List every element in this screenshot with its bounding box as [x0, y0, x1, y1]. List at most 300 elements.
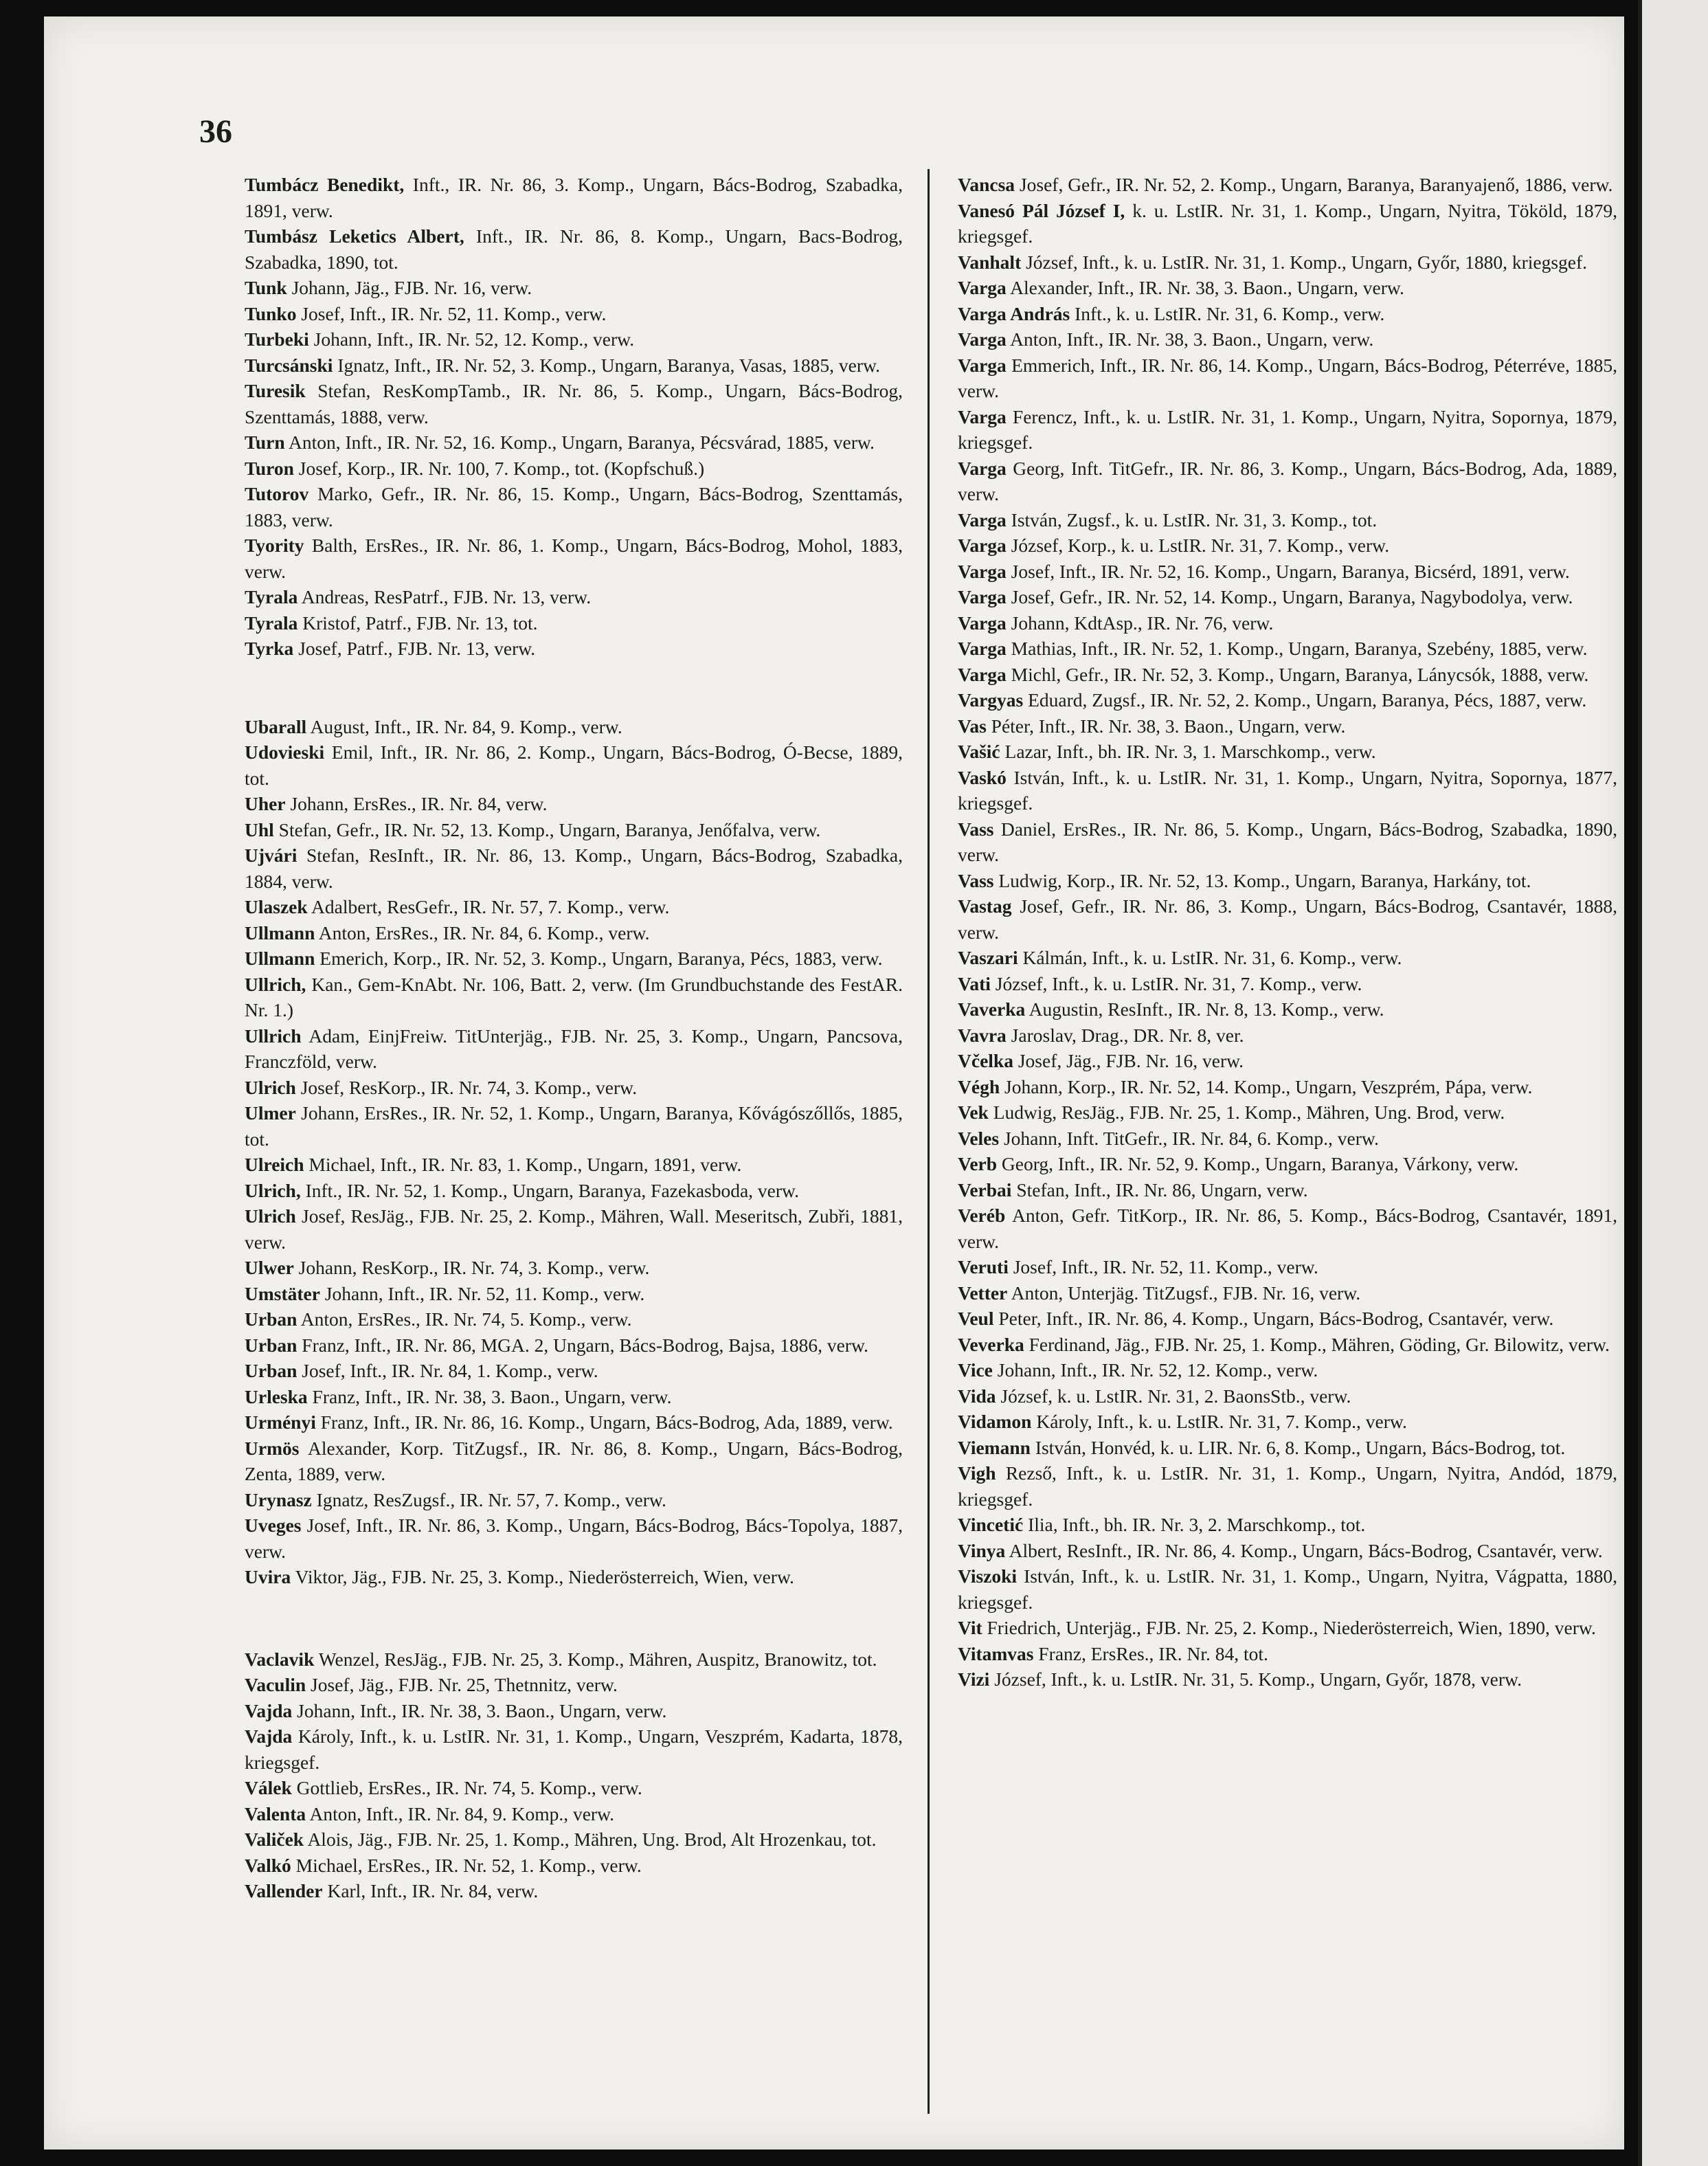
list-item — [245, 275, 903, 301]
entry-details: István, Honvéd, k. u. LIR. Nr. 6, 8. Komp., Ungarn, Bács-Bodrog, tot. — [1035, 1436, 1566, 1458]
list-item — [958, 687, 1617, 713]
list-item — [958, 1048, 1617, 1074]
list-item — [245, 1827, 903, 1853]
entry-name: Vigh — [958, 1462, 996, 1484]
list-item — [958, 713, 1617, 739]
list-item — [958, 1641, 1617, 1667]
entry-details: Johann, Inft., IR. Nr. 52, 11. Komp., verw. — [324, 1282, 645, 1304]
list-item — [245, 1853, 903, 1879]
list-item — [245, 636, 903, 662]
entry-details: Rezső, Inft., k. u. LstIR. Nr. 31, 1. Komp., Ungarn, Nyitra, Andód, 1879, kriegsgef. — [958, 1462, 1618, 1510]
entry-name: Ulaszek — [245, 896, 308, 917]
entry-details: József, Inft., k. u. LstIR. Nr. 31, 5. Komp., Ungarn, Győr, 1878, verw. — [994, 1668, 1522, 1690]
entry-name: Uhl — [245, 818, 274, 840]
entry-name: Urményi — [245, 1411, 316, 1433]
entry-name: Uveges — [245, 1515, 302, 1536]
list-item — [245, 1358, 903, 1384]
entry-name: Udovieski — [245, 741, 325, 763]
entry-details: Marko, Gefr., IR. Nr. 86, 15. Komp., Ungarn, Bács-Bodrog, Szenttamás, 1883, verw. — [245, 483, 903, 531]
list-item — [245, 1306, 903, 1332]
entry-details: Inft., IR. Nr. 52, 1. Komp., Ungarn, Baranya, Fazekasboda, verw. — [305, 1179, 799, 1201]
entry-name: Včelka — [958, 1050, 1013, 1071]
entry-details: Johann, KdtAsp., IR. Nr. 76, verw. — [1011, 612, 1274, 634]
entry-name: Ulmer — [245, 1102, 296, 1124]
entry-name: Ubarall — [245, 715, 307, 737]
list-item — [245, 172, 903, 223]
entry-name: Turesik — [245, 380, 306, 401]
entry-details: Kálmán, Inft., k. u. LstIR. Nr. 31, 6. Komp., verw. — [1022, 947, 1402, 968]
entry-details: Inft., IR. Nr. 86, 3. Komp., Ungarn, Bács-Bodrog, Szabadka, 1891, verw. — [245, 174, 903, 221]
facing-page-edge — [1638, 0, 1708, 2166]
entry-details: August, Inft., IR. Nr. 84, 9. Komp., verw. — [310, 715, 622, 737]
list-item — [245, 817, 903, 843]
entry-details: Michael, ErsRes., IR. Nr. 52, 1. Komp., verw. — [295, 1854, 642, 1876]
list-item — [245, 533, 903, 584]
entry-details: Georg, Inft. TitGefr., IR. Nr. 86, 3. Komp., Ungarn, Bács-Bodrog, Ada, 1889, verw. — [958, 457, 1618, 504]
list-item — [958, 1435, 1617, 1461]
entry-details: József, Inft., k. u. LstIR. Nr. 31, 7. Komp., verw. — [995, 972, 1362, 994]
list-item — [958, 404, 1617, 456]
entry-name: Vanhalt — [958, 251, 1022, 273]
entry-name: Vaclavik — [245, 1648, 315, 1670]
document-page — [44, 16, 1624, 2150]
entry-details: Adalbert, ResGefr., IR. Nr. 57, 7. Komp., verw. — [311, 896, 670, 917]
list-item — [245, 894, 903, 920]
entry-name: Vancsa — [958, 174, 1015, 195]
entry-name: Ulrich, — [245, 1179, 301, 1201]
entry-group-t — [245, 172, 903, 662]
entry-details: József, Inft., k. u. LstIR. Nr. 31, 1. Komp., Ungarn, Győr, 1880, kriegsgef. — [1026, 251, 1588, 273]
entry-details: Emerich, Korp., IR. Nr. 52, 3. Komp., Ungarn, Baranya, Pécs, 1883, verw. — [319, 948, 883, 969]
list-item — [958, 326, 1617, 353]
list-item — [958, 1203, 1617, 1254]
list-item — [958, 1332, 1617, 1358]
list-item — [245, 378, 903, 429]
entry-name: Valenta — [245, 1802, 306, 1824]
list-item — [958, 559, 1617, 585]
entry-group-v — [245, 1646, 903, 1904]
entry-details: Stefan, Gefr., IR. Nr. 52, 13. Komp., Ungarn, Baranya, Jenőfalva, verw. — [278, 818, 821, 840]
entry-name: Tumbácz Benedikt, — [245, 174, 405, 195]
entry-details: Josef, Gefr., IR. Nr. 52, 14. Komp., Ungarn, Baranya, Nagybodolya, verw. — [1011, 586, 1573, 607]
entry-details: Ferencz, Inft., k. u. LstIR. Nr. 31, 1. Komp., Ungarn, Nyitra, Sopornya, 1879, kriegsgef. — [958, 405, 1617, 453]
entry-details: Johann, ErsRes., IR. Nr. 84, verw. — [290, 793, 548, 814]
list-item — [958, 507, 1617, 533]
entry-details: Karl, Inft., IR. Nr. 84, verw. — [327, 1880, 539, 1901]
entry-name: Vida — [958, 1385, 996, 1407]
entry-details: Inft., k. u. LstIR. Nr. 31, 6. Komp., verw. — [1075, 302, 1385, 324]
entry-details: Josef, ResJäg., FJB. Nr. 25, 2. Komp., Mähren, Wall. Meseritsch, Zubři, 1881, verw. — [245, 1205, 903, 1253]
list-item — [245, 946, 903, 972]
entry-details: Károly, Inft., k. u. LstIR. Nr. 31, 1. Komp., Ungarn, Veszprém, Kadarta, 1878, kriegsgef. — [245, 1726, 903, 1773]
list-item — [245, 842, 903, 894]
list-item — [245, 1564, 903, 1590]
list-item — [958, 971, 1617, 997]
list-item — [245, 1281, 903, 1307]
entry-details: Anton, ErsRes., IR. Nr. 74, 5. Komp., verw. — [300, 1308, 632, 1330]
list-item — [958, 1666, 1617, 1693]
entry-name: Urban — [245, 1308, 297, 1330]
entry-details: Károly, Inft., k. u. LstIR. Nr. 31, 7. Komp., verw. — [1036, 1411, 1407, 1432]
list-item — [958, 1409, 1617, 1435]
entry-details: Johann, Korp., IR. Nr. 52, 14. Komp., Ungarn, Veszprém, Pápa, verw. — [1004, 1075, 1533, 1097]
entry-name: Vincetić — [958, 1514, 1024, 1535]
entry-name: Tunko — [245, 302, 297, 324]
entry-details: Anton, Inft., IR. Nr. 84, 9. Komp., verw. — [309, 1802, 615, 1824]
entry-details: Mathias, Inft., IR. Nr. 52, 1. Komp., Ungarn, Baranya, Szebény, 1885, verw. — [1011, 638, 1588, 659]
list-item — [245, 1775, 903, 1801]
entry-name: Varga András — [958, 302, 1070, 324]
entry-name: Vass — [958, 818, 994, 840]
entry-details: Ferdinand, Jäg., FJB. Nr. 25, 1. Komp., Mähren, Göding, Gr. Bilowitz, verw. — [1029, 1333, 1610, 1355]
list-item — [245, 223, 903, 275]
list-item — [958, 1254, 1617, 1280]
entry-name: Turon — [245, 457, 294, 479]
entry-name: Ullmann — [245, 948, 315, 969]
entry-name: Vanesó Pál József I, — [958, 199, 1125, 221]
list-item — [245, 1409, 903, 1436]
list-item — [245, 920, 903, 946]
list-item — [958, 1023, 1617, 1049]
entry-name: Varga — [958, 560, 1007, 582]
entry-details: Josef, Patrf., FJB. Nr. 13, verw. — [298, 638, 536, 659]
entry-details: Johann, Jäg., FJB. Nr. 16, verw. — [291, 277, 532, 298]
entry-name: Vaskó — [958, 766, 1007, 788]
list-item — [958, 893, 1617, 945]
list-item — [958, 1099, 1617, 1126]
list-item — [245, 1255, 903, 1281]
entry-details: Stefan, ResKompTamb., IR. Nr. 86, 5. Komp., Ungarn, Bács-Bodrog, Szenttamás, 1888, verw. — [245, 380, 903, 427]
entry-details: Anton, Unterjäg. TitZugsf., FJB. Nr. 16, verw. — [1011, 1282, 1361, 1304]
entry-details: Josef, Inft., IR. Nr. 84, 1. Komp., verw. — [302, 1360, 598, 1381]
list-item — [958, 739, 1617, 765]
list-item — [958, 1563, 1617, 1615]
list-item — [958, 1126, 1617, 1152]
entry-details: Josef, Gefr., IR. Nr. 52, 2. Komp., Ungarn, Baranya, Baranyajenő, 1886, verw. — [1019, 174, 1613, 195]
list-item — [245, 610, 903, 636]
list-item — [958, 301, 1617, 327]
entry-name: Vajda — [245, 1726, 293, 1747]
entry-name: Ullrich, — [245, 973, 306, 995]
entry-name: Urleska — [245, 1385, 308, 1407]
entry-name: Ullrich — [245, 1025, 302, 1047]
entry-name: Vas — [958, 715, 987, 737]
list-item — [245, 1332, 903, 1359]
entry-name: Varga — [958, 328, 1007, 350]
list-item — [245, 353, 903, 379]
entry-details: Viktor, Jäg., FJB. Nr. 25, 3. Komp., Niederösterreich, Wien, verw. — [295, 1566, 794, 1587]
entry-name: Turcsánski — [245, 354, 333, 376]
entry-details: Ludwig, Korp., IR. Nr. 52, 13. Komp., Ungarn, Baranya, Harkány, tot. — [998, 869, 1531, 891]
entry-details: Emmerich, Inft., IR. Nr. 86, 14. Komp., Ungarn, Bács-Bodrog, Péterréve, 1885, verw. — [958, 354, 1617, 401]
group-spacer — [245, 662, 903, 714]
entry-name: Ulwer — [245, 1257, 294, 1278]
entry-details: Josef, Inft., IR. Nr. 52, 11. Komp., verw. — [1013, 1256, 1318, 1277]
entry-name: Vašić — [958, 741, 1000, 762]
list-item — [958, 662, 1617, 688]
entry-name: Tyrala — [245, 612, 298, 634]
entry-group-u — [245, 714, 903, 1590]
entry-name: Ulrich — [245, 1205, 296, 1227]
list-item — [245, 791, 903, 817]
entry-name: Vit — [958, 1617, 982, 1638]
list-item — [958, 456, 1617, 507]
entry-name: Tyrka — [245, 638, 294, 659]
entry-name: Valiček — [245, 1829, 304, 1850]
entry-details: Franz, Inft., IR. Nr. 86, MGA. 2, Ungarn, Bács-Bodrog, Bajsa, 1886, verw. — [302, 1334, 868, 1356]
list-item — [245, 972, 903, 1023]
entry-name: Vek — [958, 1102, 989, 1123]
entry-details: Alexander, Korp. TitZugsf., IR. Nr. 86, 8. Komp., Ungarn, Bács-Bodrog, Zenta, 1889, verw. — [245, 1437, 903, 1484]
list-item — [958, 1306, 1617, 1332]
list-item — [245, 1436, 903, 1487]
entry-details: Augustin, ResInft., IR. Nr. 8, 13. Komp., verw. — [1029, 998, 1384, 1020]
list-item — [245, 1672, 903, 1698]
entry-name: Vice — [958, 1359, 993, 1381]
entry-name: Vastag — [958, 895, 1012, 917]
entry-name: Varga — [958, 638, 1007, 659]
entry-details: Franz, Inft., IR. Nr. 38, 3. Baon., Ungarn, verw. — [312, 1385, 672, 1407]
entry-details: Ludwig, ResJäg., FJB. Nr. 25, 1. Komp., Mähren, Ung. Brod, verw. — [993, 1102, 1505, 1123]
list-item — [245, 1487, 903, 1513]
list-item — [958, 1615, 1617, 1641]
list-item — [958, 868, 1617, 894]
list-item — [245, 1723, 903, 1775]
list-item — [958, 533, 1617, 559]
entry-name: Vaszari — [958, 947, 1018, 968]
list-item — [245, 456, 903, 482]
entry-details: Josef, ResKorp., IR. Nr. 74, 3. Komp., verw. — [300, 1076, 638, 1098]
list-item — [958, 1357, 1617, 1383]
entry-details: Josef, Inft., IR. Nr. 86, 3. Komp., Ungarn, Bács-Bodrog, Bács-Topolya, 1887, verw. — [245, 1515, 903, 1562]
entry-name: Varga — [958, 586, 1007, 607]
list-item — [245, 584, 903, 610]
list-item — [958, 1151, 1617, 1177]
list-item — [958, 996, 1617, 1023]
list-item — [245, 1203, 903, 1255]
entry-name: Varga — [958, 405, 1007, 427]
entry-details: Jaroslav, Drag., DR. Nr. 8, ver. — [1011, 1024, 1244, 1046]
entry-details: Albert, ResInft., IR. Nr. 86, 4. Komp., Ungarn, Bács-Bodrog, Csantavér, verw. — [1009, 1539, 1603, 1561]
entry-name: Vizi — [958, 1668, 990, 1690]
entry-details: Kan., Gem-KnAbt. Nr. 106, Batt. 2, verw. (Im Grundbuchstande des FestAR. Nr. 1.) — [245, 973, 903, 1020]
list-item — [958, 1280, 1617, 1306]
list-item — [958, 1460, 1617, 1512]
list-item — [245, 1178, 903, 1204]
entry-details: Ilia, Inft., bh. IR. Nr. 3, 2. Marschkomp., tot. — [1028, 1514, 1366, 1535]
list-item — [245, 714, 903, 740]
entry-details: Johann, Inft. TitGefr., IR. Nr. 84, 6. Komp., verw. — [1003, 1127, 1379, 1149]
entry-details: István, Zugsf., k. u. LstIR. Nr. 31, 3. Komp., tot. — [1011, 509, 1378, 531]
entry-name: Viemann — [958, 1436, 1031, 1458]
entry-details: Kristof, Patrf., FJB. Nr. 13, tot. — [302, 612, 538, 634]
entry-name: Urban — [245, 1334, 297, 1356]
list-item — [245, 1512, 903, 1564]
entry-details: Michael, Inft., IR. Nr. 83, 1. Komp., Ungarn, 1891, verw. — [308, 1154, 742, 1175]
entry-name: Turbeki — [245, 328, 309, 350]
entry-details: Josef, Jäg., FJB. Nr. 25, Thetnnitz, verw. — [311, 1674, 618, 1695]
list-item — [958, 636, 1617, 662]
entry-details: Josef, Inft., IR. Nr. 52, 11. Komp., verw. — [301, 302, 607, 324]
entry-details: Anton, ErsRes., IR. Nr. 84, 6. Komp., verw. — [318, 922, 650, 944]
entry-name: Tutorov — [245, 483, 309, 504]
entry-name: Uvira — [245, 1566, 291, 1587]
entry-details: József, k. u. LstIR. Nr. 31, 2. BaonsStb., verw. — [1000, 1385, 1351, 1407]
page-number: 36 — [199, 113, 232, 150]
entry-details: Anton, Inft., IR. Nr. 38, 3. Baon., Ungarn, verw. — [1010, 328, 1374, 350]
entry-details: Adam, EinjFreiw. TitUnterjäg., FJB. Nr. 25, 3. Komp., Ungarn, Pancsova, Franczföld, verw. — [245, 1025, 903, 1072]
list-item — [245, 481, 903, 533]
list-item — [245, 1023, 903, 1075]
entry-details: Stefan, ResInft., IR. Nr. 86, 13. Komp., Ungarn, Bács-Bodrog, Szabadka, 1884, verw. — [245, 845, 903, 892]
list-item — [958, 353, 1617, 404]
entry-details: Georg, Inft., IR. Nr. 52, 9. Komp., Ungarn, Baranya, Várkony, verw. — [1001, 1153, 1519, 1174]
list-item — [245, 1075, 903, 1101]
entry-details: Inft., IR. Nr. 86, 8. Komp., Ungarn, Bacs-Bodrog, Szabadka, 1890, tot. — [245, 225, 903, 273]
entry-name: Verb — [958, 1153, 998, 1174]
entry-details: Stefan, Inft., IR. Nr. 86, Ungarn, verw. — [1016, 1179, 1308, 1201]
entry-details: Emil, Inft., IR. Nr. 86, 2. Komp., Ungarn, Bács-Bodrog, Ó-Becse, 1889, tot. — [245, 741, 903, 789]
list-item — [245, 1878, 903, 1904]
entry-name: Veruti — [958, 1256, 1009, 1277]
entry-name: Vidamon — [958, 1411, 1032, 1432]
entry-name: Vitamvas — [958, 1642, 1034, 1664]
entry-details: Anton, Gefr. TitKorp., IR. Nr. 86, 5. Komp., Bács-Bodrog, Csantavér, 1891, verw. — [958, 1205, 1618, 1252]
entry-name: Verbai — [958, 1179, 1012, 1201]
entry-details: Johann, ResKorp., IR. Nr. 74, 3. Komp., verw. — [298, 1257, 650, 1278]
entry-details: Franz, Inft., IR. Nr. 86, 16. Komp., Ungarn, Bács-Bodrog, Ada, 1889, verw. — [320, 1411, 893, 1433]
entry-details: Wenzel, ResJäg., FJB. Nr. 25, 3. Komp., Mähren, Auspitz, Branowitz, tot. — [318, 1648, 877, 1670]
entry-details: Johann, ErsRes., IR. Nr. 52, 1. Komp., Ungarn, Baranya, Kővágószőllős, 1885, tot. — [245, 1102, 903, 1150]
list-item — [958, 1512, 1617, 1538]
list-item — [958, 1074, 1617, 1100]
list-item — [958, 1177, 1617, 1203]
list-item — [245, 1152, 903, 1178]
entry-details: József, Korp., k. u. LstIR. Nr. 31, 7. Komp., verw. — [1011, 535, 1390, 556]
entry-name: Ulrich — [245, 1076, 296, 1098]
entry-details: Ignatz, ResZugsf., IR. Nr. 57, 7. Komp., verw. — [316, 1488, 666, 1510]
entry-name: Urban — [245, 1360, 297, 1381]
entry-details: Péter, Inft., IR. Nr. 38, 3. Baon., Ungarn, verw. — [991, 715, 1346, 737]
entry-name: Vass — [958, 869, 994, 891]
entry-details: Anton, Inft., IR. Nr. 52, 16. Komp., Ungarn, Baranya, Pécsvárad, 1885, verw. — [288, 432, 875, 453]
list-item — [245, 1100, 903, 1152]
entry-name: Tyrala — [245, 586, 298, 607]
entry-name: Vaculin — [245, 1674, 306, 1695]
list-item — [245, 1698, 903, 1724]
entry-details: Alois, Jäg., FJB. Nr. 25, 1. Komp., Mähren, Ung. Brod, Alt Hrozenkau, tot. — [307, 1829, 877, 1850]
list-item — [958, 198, 1617, 249]
entry-name: Tyority — [245, 535, 304, 556]
entry-details: Michl, Gefr., IR. Nr. 52, 3. Komp., Ungarn, Baranya, Lánycsók, 1888, verw. — [1011, 663, 1589, 685]
entry-name: Veul — [958, 1308, 994, 1329]
entry-details: Johann, Inft., IR. Nr. 38, 3. Baon., Ungarn, verw. — [297, 1699, 667, 1721]
entry-details: Alexander, Inft., IR. Nr. 38, 3. Baon., Ungarn, verw. — [1010, 277, 1404, 298]
entry-name: Tunk — [245, 277, 287, 298]
entry-details: István, Inft., k. u. LstIR. Nr. 31, 1. Komp., Ungarn, Nyitra, Vágpatta, 1880, kriegsgef. — [958, 1565, 1617, 1613]
entry-details: Josef, Inft., IR. Nr. 52, 16. Komp., Ungarn, Baranya, Bicsérd, 1891, verw. — [1011, 560, 1570, 582]
entry-name: Vavra — [958, 1024, 1007, 1046]
list-item — [958, 765, 1617, 816]
entry-details: Peter, Inft., IR. Nr. 86, 4. Komp., Ungarn, Bács-Bodrog, Csantavér, verw. — [998, 1308, 1554, 1329]
entry-details: Lazar, Inft., bh. IR. Nr. 3, 1. Marschkomp., verw. — [1004, 741, 1376, 762]
entry-details: Franz, ErsRes., IR. Nr. 84, tot. — [1038, 1642, 1268, 1664]
entry-details: Gottlieb, ErsRes., IR. Nr. 74, 5. Komp., verw. — [296, 1777, 642, 1798]
list-item — [958, 1538, 1617, 1564]
entry-name: Varga — [958, 535, 1007, 556]
entry-name: Valkó — [245, 1854, 291, 1876]
list-item — [245, 1801, 903, 1827]
entry-name: Vallender — [245, 1880, 323, 1901]
entry-details: Johann, Inft., IR. Nr. 52, 12. Komp., verw. — [997, 1359, 1318, 1381]
entry-name: Varga — [958, 457, 1007, 479]
entry-group-right — [958, 172, 1617, 1693]
list-item — [958, 275, 1617, 301]
list-item — [958, 584, 1617, 610]
entry-details: Josef, Gefr., IR. Nr. 86, 3. Komp., Ungarn, Bács-Bodrog, Csantavér, 1888, verw. — [958, 895, 1618, 943]
list-item — [245, 739, 903, 791]
entry-name: Veles — [958, 1127, 1000, 1149]
entry-name: Válek — [245, 1777, 292, 1798]
entry-details: Eduard, Zugsf., IR. Nr. 52, 2. Komp., Ungarn, Baranya, Pécs, 1887, verw. — [1028, 689, 1587, 711]
list-item — [958, 172, 1617, 198]
list-item — [245, 1384, 903, 1410]
entry-name: Uher — [245, 793, 286, 814]
entry-name: Vaverka — [958, 998, 1026, 1020]
entry-name: Vargyas — [958, 689, 1024, 711]
entry-details: Josef, Jäg., FJB. Nr. 16, verw. — [1018, 1050, 1244, 1071]
list-item — [245, 326, 903, 353]
entry-name: Ullmann — [245, 922, 315, 944]
entry-name: Tumbász Leketics Albert, — [245, 225, 464, 247]
entry-name: Vati — [958, 972, 991, 994]
entry-details: Friedrich, Unterjäg., FJB. Nr. 25, 2. Komp., Niederösterreich, Wien, 1890, verw. — [987, 1617, 1596, 1638]
group-spacer — [245, 1590, 903, 1646]
left-column — [245, 172, 903, 1904]
entry-name: Varga — [958, 354, 1007, 376]
entry-name: Umstäter — [245, 1282, 320, 1304]
list-item — [245, 429, 903, 456]
entry-name: Varga — [958, 509, 1007, 531]
entry-name: Veverka — [958, 1333, 1024, 1355]
list-item — [958, 816, 1617, 868]
entry-name: Varga — [958, 663, 1007, 685]
list-item — [958, 945, 1617, 971]
entry-details: Daniel, ErsRes., IR. Nr. 86, 5. Komp., Ungarn, Bács-Bodrog, Szabadka, 1890, verw. — [958, 818, 1617, 865]
entry-name: Viszoki — [958, 1565, 1018, 1587]
entry-name: Veréb — [958, 1205, 1006, 1226]
entry-name: Ujvári — [245, 845, 297, 866]
right-column — [958, 172, 1617, 1693]
entry-name: Urynasz — [245, 1488, 312, 1510]
entry-details: István, Inft., k. u. LstIR. Nr. 31, 1. Komp., Ungarn, Nyitra, Sopornya, 1877, kriegsgef. — [958, 766, 1618, 814]
entry-name: Vetter — [958, 1282, 1008, 1304]
entry-details: Ignatz, Inft., IR. Nr. 52, 3. Komp., Ungarn, Baranya, Vasas, 1885, verw. — [337, 354, 880, 376]
entry-name: Varga — [958, 277, 1007, 298]
entry-details: Josef, Korp., IR. Nr. 100, 7. Komp., tot. (Kopfschuß.) — [298, 457, 705, 479]
entry-details: Andreas, ResPatrf., FJB. Nr. 13, verw. — [301, 586, 592, 607]
list-item — [245, 301, 903, 327]
entry-name: Vajda — [245, 1699, 293, 1721]
entry-details: k. u. LstIR. Nr. 31, 1. Komp., Ungarn, Nyitra, Tököld, 1879, kriegsgef. — [958, 199, 1618, 247]
list-item — [958, 610, 1617, 636]
entry-details: Johann, Inft., IR. Nr. 52, 12. Komp., verw. — [313, 328, 635, 350]
list-item — [958, 249, 1617, 276]
entry-details: Balth, ErsRes., IR. Nr. 86, 1. Komp., Ungarn, Bács-Bodrog, Mohol, 1883, verw. — [245, 535, 903, 582]
entry-name: Turn — [245, 432, 285, 453]
entry-name: Vinya — [958, 1539, 1006, 1561]
list-item — [958, 1383, 1617, 1409]
